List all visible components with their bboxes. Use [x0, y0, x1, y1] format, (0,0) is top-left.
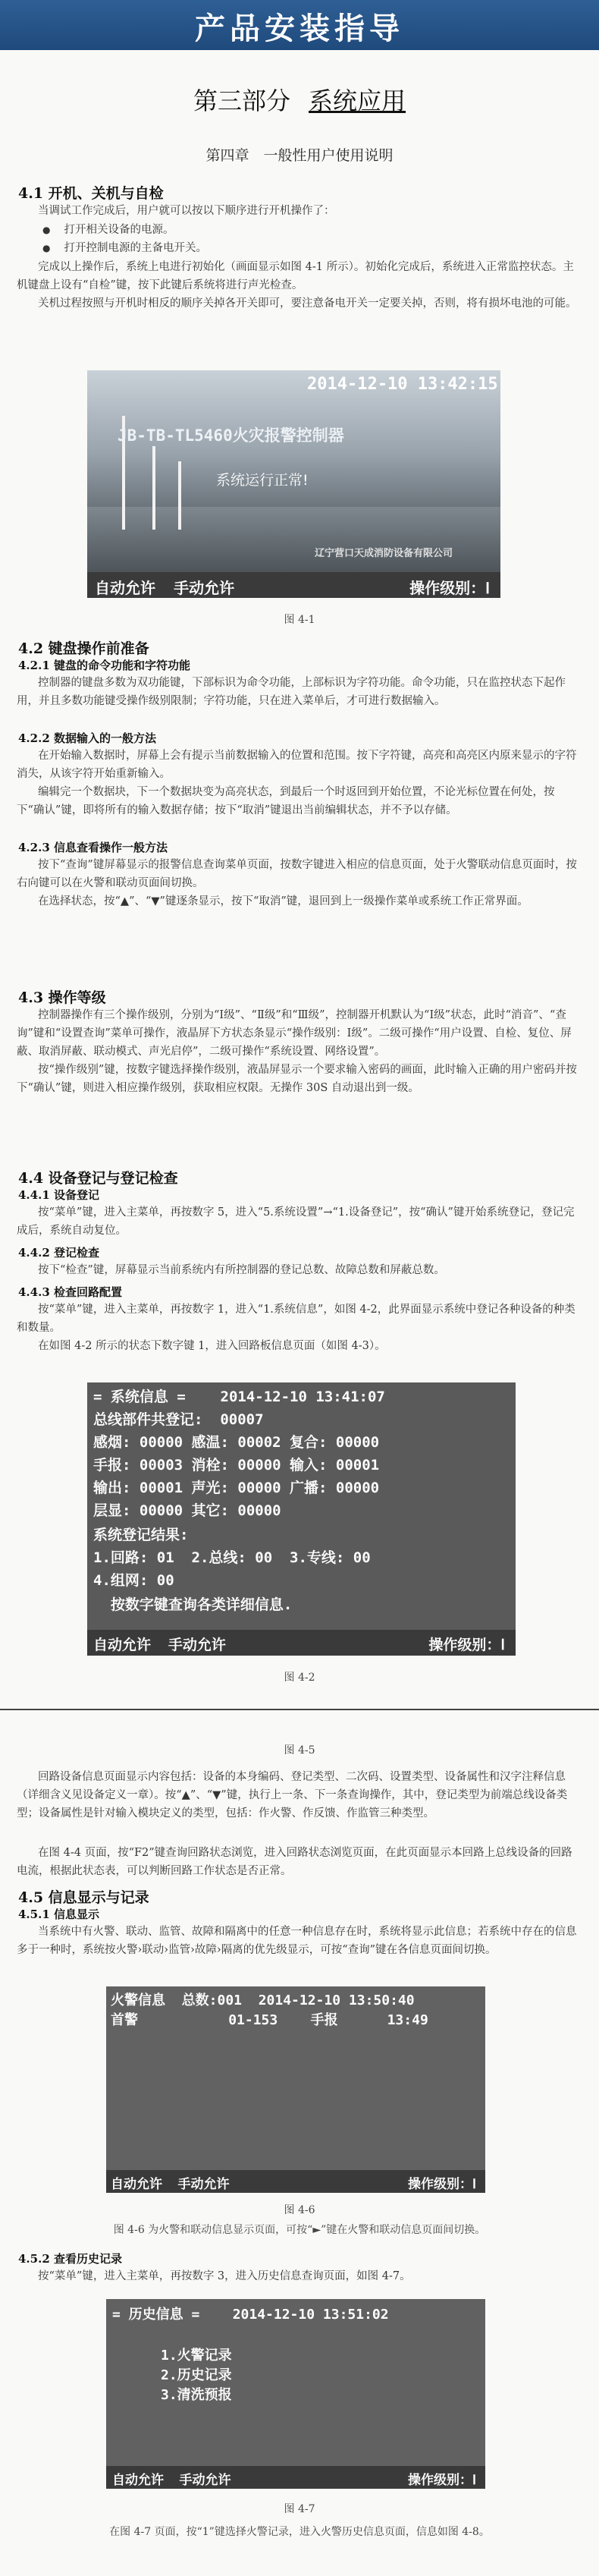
fire-info-header: 火警信息 总数:001 2014-12-10 13:50:40 [111, 1993, 415, 2008]
section-4-1-intro: 当调试工作完成后，用户就可以按以下顺序进行开机操作了： [38, 205, 335, 217]
screen-datetime: 2014-12-10 13:42:15 [307, 375, 498, 394]
section-4-2-heading: 4.2 键盘操作前准备 [18, 640, 149, 657]
screen-line: 输出: 00001 声光: 00000 广播: 00000 [93, 1480, 380, 1496]
section-4-5-1-heading: 4.5.1 信息显示 [18, 1908, 99, 1921]
figure-4-6-screen [106, 1986, 485, 2193]
controller-brand: JB-TB-TL5460火灾报警控制器 [118, 426, 344, 445]
wind-turbine-icon [152, 446, 155, 530]
section-4-2-2-body: 在开始输入数据时，屏幕上会有提示当前数据输入的位置和范围。按下字符键，高亮和高亮区内原来显示的字符消失，从该字符开始重新输入。 编辑完一个数据块，下一个数据块变为高亮状态，到最后一个时返回到开始位置，不论光标位置在何处，按下“确认”键，即将所有的输入数据存储；按下“取消”键退出当前编辑状态，并不予以存储。 [17, 750, 577, 816]
figure-caption: 图 4-7 [284, 2503, 315, 2515]
section-4-2-3-heading: 4.2.3 信息查看操作一般方法 [18, 841, 168, 854]
banner-title: 产品安装指导 [195, 11, 404, 46]
status-bar-mode: 自动允许 手动允许 [111, 2177, 230, 2192]
status-bar [106, 2170, 485, 2193]
screen-line: 总线部件共登记: 00007 [93, 1411, 264, 1428]
history-info-header: = 历史信息 = 2014-12-10 13:51:02 [112, 2307, 389, 2323]
section-4-2-1-heading: 4.2.1 键盘的命令功能和字符功能 [18, 659, 190, 672]
menu-item-history-records[interactable]: 2.历史记录 [161, 2367, 232, 2383]
screen-line: 按数字键查询各类详细信息. [93, 1596, 293, 1613]
figure-caption: 图 4-2 [284, 1672, 315, 1684]
figure-caption: 图 4-6 [284, 2204, 315, 2216]
status-bar-mode: 自动允许 手动允许 [112, 2473, 231, 2488]
screen-line: 感烟: 00000 感温: 00002 复合: 00000 [93, 1434, 380, 1451]
section-4-5-heading: 4.5 信息显示与记录 [18, 1889, 149, 1906]
section-4-5-1-body: 当系统中有火警、联动、监管、故障和隔离中的任意一种信息存在时，系统将显示此信息；若系统中存在的信息多于一种时，系统按火警›联动›监管›故障›隔离的优先级显示，可按“查询”键在各信息页面间切换。 [17, 1926, 577, 1956]
sea-background [87, 507, 500, 575]
section-4-4-2-body: 按下“检查”键，屏幕显示当前系统内有所控制器的登记总数、故障总数和屏蔽总数。 [38, 1264, 445, 1276]
part-name: 系统应用 [309, 86, 406, 115]
vendor-name: 辽宁营口天成消防设备有限公司 [315, 548, 453, 559]
section-4-1-heading: 4.1 开机、关机与自检 [18, 185, 164, 202]
status-bar-level: 操作级别：Ⅰ [407, 2177, 476, 2192]
status-bar-level: 操作级别：Ⅰ [428, 1637, 505, 1653]
screen-line: 手报: 00003 消栓: 00000 输入: 00001 [93, 1457, 380, 1474]
status-bar [106, 2466, 485, 2489]
system-status-text: 系统运行正常! [216, 472, 309, 489]
figure-4-7-description: 在图 4-7 页面，按“1”键选择火警记录，进入火警历史信息页面，信息如图 4-8。 [109, 2526, 490, 2538]
chapter-title: 第四章 一般性用户使用说明 [205, 147, 394, 164]
section-4-4-1-heading: 4.4.1 设备登记 [18, 1188, 99, 1202]
fire-info-first-alarm: 首警 01-153 手报 13:49 [111, 2012, 428, 2028]
page-divider [0, 1709, 599, 1710]
figure-4-6-description: 图 4-6 为火警和联动信息显示页面，可按“►”键在火警和联动信息页面间切换。 [113, 2224, 486, 2236]
section-4-3-body: 控制器操作有三个操作级别，分别为“Ⅰ级”、“Ⅱ级”和“Ⅲ级”，控制器开机默认为“Ⅰ级”状态，此时“消音”、“查询”键和“设置查询”菜单可操作，液晶屏下方状态条显示“操作级别：Ⅰ级”。二级可操作“用户设置、自检、复位、屏蔽、取消屏蔽、联动模式、声光启停”，二级可操作“系统设置、网络设置”。 按“操作级别”键，按数字键选择操作级别，液晶屏显示一个要求输入密码的画面，此时输入正确的用户密码并按下“确认”键，则进入相应操作级别，获取相应权限。无操作 30S 自动退出到一级。 [17, 1009, 577, 1094]
bullet-item: ● 打开控制电源的主备电开关。 [42, 239, 207, 255]
section-4-4-3-heading: 4.4.3 检查回路配置 [18, 1285, 122, 1299]
screen-line: 系统登记结果: [93, 1527, 189, 1543]
section-4-1-body: 完成以上操作后，系统上电进行初始化（画面显示如图 4-1 所示）。初始化完成后，系统进入正常监控状态。主机键盘上设有“自检”键，按下此键后系统将进行声光检查。 关机过程按照与开机时相反的顺序关掉各开关即可，要注意备电开关一定要关掉，否则，将有损坏电池的可能。 [17, 261, 577, 310]
figure-caption: 图 4-1 [284, 614, 315, 626]
wind-turbine-icon [178, 461, 181, 530]
loop-status-text: 在图 4-4 页面，按“F2”键查询回路状态浏览，进入回路状态浏览页面，在此页面显示本回路上总线设备的回路电流，根据此状态表，可以判断回路工作状态是否正常。 [17, 1847, 572, 1877]
status-bar [87, 1630, 516, 1656]
bullet-item: ● 打开相关设备的电源。 [42, 221, 174, 237]
part-label: 第三部分 [193, 86, 290, 115]
menu-item-fire-records[interactable]: 1.火警记录 [161, 2348, 232, 2364]
status-bar-mode: 自动允许 手动允许 [95, 579, 235, 597]
loop-device-info-text: 回路设备信息页面显示内容包括：设备的本身编码、登记类型、二次码、设置类型、设备属性和汉字注释信息（详细含义见设备定义一章）。按“▲”、“▼”键，执行上一条、下一条查询操作，其中，登记类型为前端总线设备类型；设备属性是针对输入模块定义的类型，包括：作火警、作反馈、作监管三种类型。 [17, 1771, 568, 1820]
section-4-5-2-body: 按“菜单”键，进入主菜单，再按数字 3，进入历史信息查询页面，如图 4-7。 [38, 2270, 411, 2282]
screen-line: 4.组网: 00 [93, 1572, 174, 1589]
screen-line: 1.回路: 01 2.总线: 00 3.专线: 00 [93, 1549, 371, 1566]
screen-line: = 系统信息 = 2014-12-10 13:41:07 [93, 1389, 385, 1405]
section-4-2-3-body: 按下“查询”键屏幕显示的报警信息查询菜单页面，按数字键进入相应的信息页面，处于火警联动信息页面时，按右向键可以在火警和联动页面间切换。 在选择状态，按“▲”、“▼”键逐条显示，按下“取消”键，退回到上一级操作菜单或系统工作正常界面。 [17, 859, 577, 907]
section-4-4-2-heading: 4.4.2 登记检查 [18, 1246, 99, 1260]
status-bar-level: 操作级别：Ⅰ [407, 2473, 476, 2488]
menu-item-cleaning-forecast[interactable]: 3.清洗预报 [161, 2387, 232, 2403]
figure-4-2-screen [87, 1382, 516, 1656]
status-bar-mode: 自动允许 手动允许 [93, 1637, 226, 1653]
section-4-4-heading: 4.4 设备登记与登记检查 [18, 1170, 178, 1187]
section-4-3-heading: 4.3 操作等级 [18, 989, 106, 1006]
status-bar-level: 操作级别：Ⅰ [409, 579, 490, 597]
section-4-5-2-heading: 4.5.2 查看历史记录 [18, 2252, 122, 2266]
part-title [0, 82, 599, 117]
section-4-4-1-body: 按“菜单”键，进入主菜单，再按数字 5，进入“5.系统设置”→“1.设备登记”，按“确认”键开始系统登记，登记完成后，系统自动复位。 [17, 1206, 575, 1237]
section-4-2-1-body: 控制器的键盘多数为双功能键，下部标识为命令功能，上部标识为字符功能。命令功能，只在监控状态下起作用，并且多数功能键受操作级别限制；字符功能，只在进入菜单后，才可进行数据输入。 [17, 677, 566, 707]
section-4-4-3-body: 按“菜单”键，进入主菜单，再按数字 1，进入“1.系统信息”，如图 4-2，此界面显示系统中登记各种设备的种类和数量。 在如图 4-2 所示的状态下数字键 1，进入回路板信息页面（如图 4-3）。 [17, 1304, 575, 1352]
section-4-2-2-heading: 4.2.2 数据输入的一般方法 [18, 731, 156, 745]
header-banner [0, 0, 599, 50]
status-bar [87, 572, 500, 598]
figure-caption: 图 4-5 [284, 1744, 315, 1757]
figure-4-7-screen [106, 2299, 485, 2489]
figure-4-1-screen [87, 370, 500, 598]
screen-line: 层显: 00000 其它: 00000 [93, 1502, 281, 1519]
